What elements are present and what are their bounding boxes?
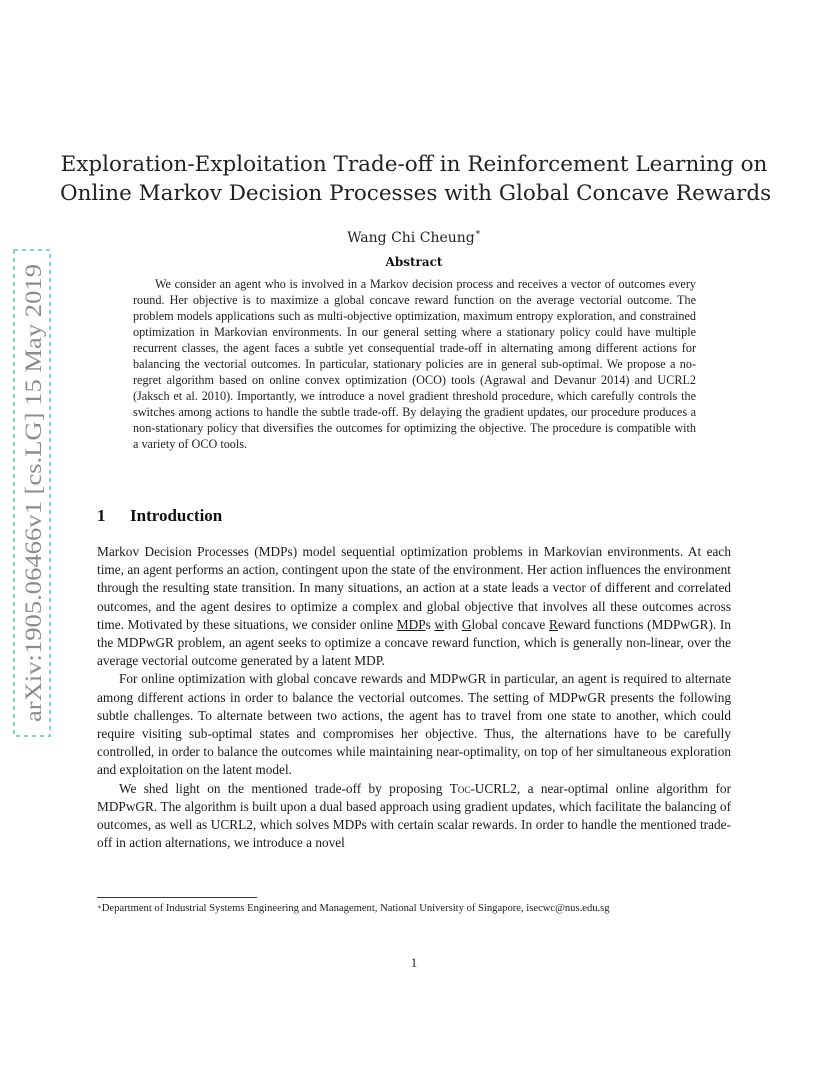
author-footnote-mark: ∗ bbox=[474, 228, 481, 238]
footnote-rule bbox=[97, 897, 257, 898]
section-title: Introduction bbox=[130, 506, 223, 525]
paragraph-2: For online optimization with global concave rewards and MDPwGR in particular, an agent is required to alternate among different actions in order to balance the vectorial outcomes. The setting of MDPwGR presents the following subtle challenges. To alternate between two actions, the agent has to travel from one state to another, which could require visiting sub-optimal states and compromises her objective. Thus, the alternations have to be carefully controlled, in order to balance the outcomes while maintaining near-optimality, on top of her simultaneous exploration and exploitation on the latent model. bbox=[97, 671, 731, 778]
title-line-1: Exploration-Exploitation Trade-off in Reinforcement Learning on bbox=[60, 152, 768, 177]
abstract bbox=[133, 276, 696, 452]
section-number: 1 bbox=[97, 506, 106, 525]
arxiv-stamp-text: arXiv:1905.06466v1 [cs.LG] 15 May 2019 bbox=[21, 317, 47, 722]
title-line-2: Online Markov Decision Processes with Global Concave Rewards bbox=[60, 181, 772, 206]
footnote bbox=[97, 901, 731, 916]
author-name: Wang Chi Cheung bbox=[347, 230, 475, 246]
algorithm-name: Toc-UCRL2 bbox=[449, 780, 517, 796]
section-heading bbox=[97, 506, 222, 526]
paper-title bbox=[60, 150, 772, 208]
footnote-mark: ∗ bbox=[97, 903, 102, 911]
author bbox=[0, 230, 828, 246]
footnote-text: Department of Industrial Systems Engineering and Management, National University of Singapore, isecwc@nus.edu.sg bbox=[101, 903, 610, 914]
abstract-text: We consider an agent who is involved in a Markov decision process and receives a vector of outcomes every round. Her objective is to maximize a global concave reward function on the average vectorial outcome. The problem models applications such as multi-objective optimization, maximum entropy exploration, and constrained optimization in Markovian environments. In our general setting where a stationary policy could have multiple recurrent classes, the agent faces a subtle yet consequential trade-off in alternating among different actions for balancing the vectorial outcomes. In particular, stationary policies are in general sub-optimal. We propose a no-regret algorithm based on online convex optimization (OCO) tools (Agrawal and Devanur 2014) and UCRL2 (Jaksch et al. 2010). Importantly, we introduce a novel gradient threshold procedure, which carefully controls the switches among actions to handle the subtle trade-off. By delaying the gradient updates, our procedure produces a non-stationary policy that diversifies the outcomes for optimizing the objective. The procedure is compatible with a variety of OCO tools. bbox=[133, 277, 696, 451]
body-text bbox=[97, 543, 731, 852]
paragraph-1: Markov Decision Processes (MDPs) model sequential optimization problems in Markovian environments. At each time, an agent performs an action, contingent upon the state of the environment. Her action influences the environment through the resulting state transition. In many situations, an action at a state leads a vector of different and correlated outcomes, and the agent desires to optimize a complex and global objective that involves all these outcomes across time. Motivated by these situations, we consider online MDPs with Global concave Reward functions (MDPwGR). In the MDPwGR problem, an agent seeks to optimize a concave reward function, which is generally non-linear, over the average vectorial outcome generated by a latent MDP. bbox=[97, 544, 731, 669]
arxiv-stamp bbox=[12, 248, 52, 738]
paragraph-3: We shed light on the mentioned trade-off by proposing Toc-UCRL2, a near-optimal online algorithm for MDPwGR. The algorithm is built upon a dual based approach using gradient updates, which facilitate the balancing of outcomes, as well as UCRL2, which solves MDPs with certain scalar rewards. In order to handle the mentioned trade-off in action alternations, we introduce a novel bbox=[97, 780, 731, 851]
page-number: 1 bbox=[410, 955, 418, 970]
abstract-heading: Abstract bbox=[385, 255, 443, 269]
